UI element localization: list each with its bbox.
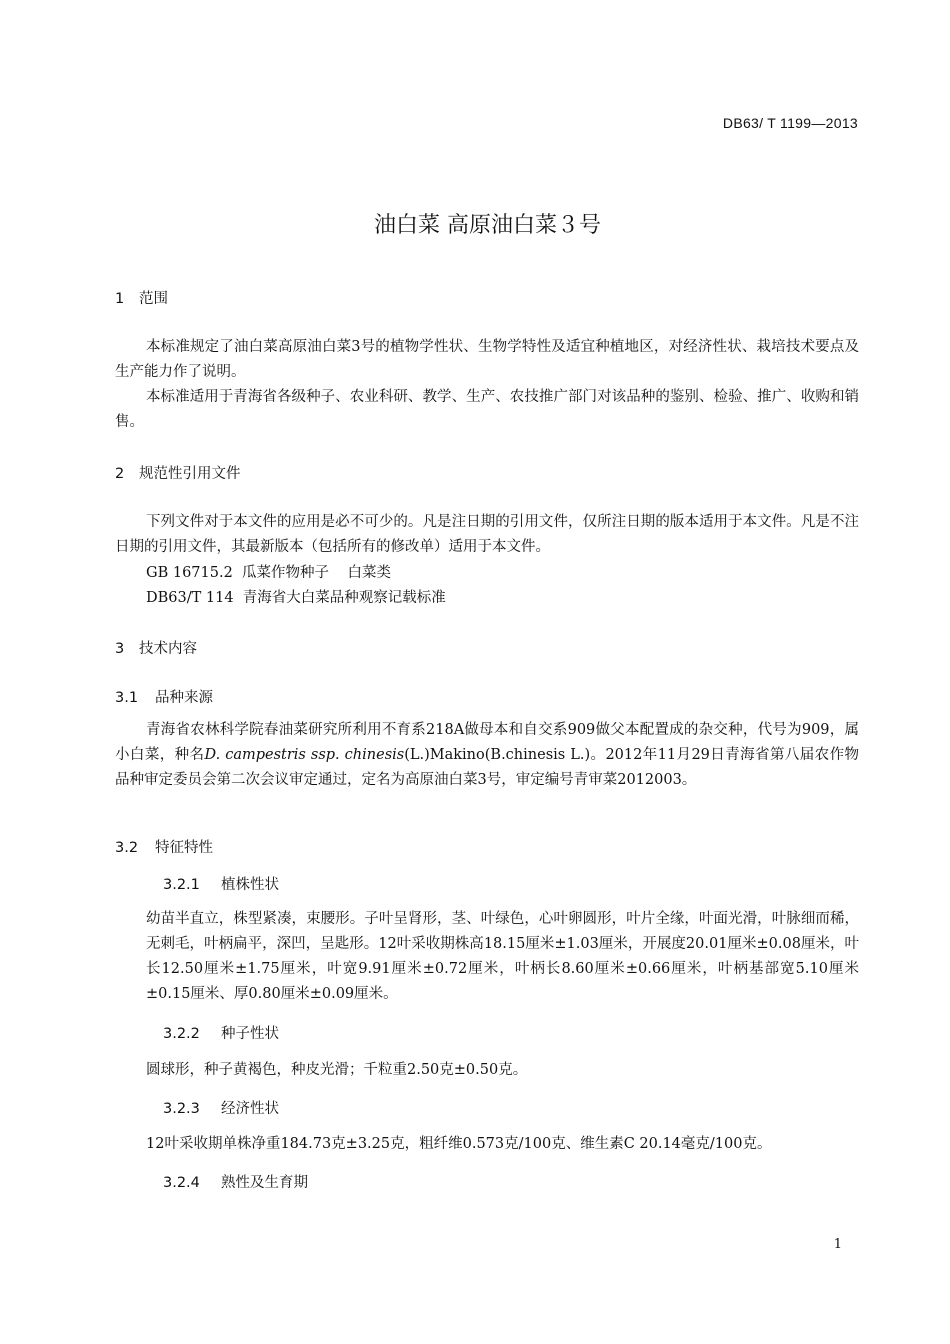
section-1-paragraph-2: 本标准适用于青海省各级种子、农业科研、教学、生产、农技推广部门对该品种的鉴别、检验、推广、收购和销售。 bbox=[115, 389, 859, 430]
clause-3-2-2-heading bbox=[163, 1022, 279, 1043]
section-title: 规范性引用文件 bbox=[139, 466, 241, 482]
subsection-title: 品种来源 bbox=[155, 690, 213, 706]
standard-code: DB63/ T 1199—2013 bbox=[722, 115, 858, 131]
paragraph-text: (L.)Makino(B.chinesis L.)。2012年11月29日青海省第八届农作物品种审定委员会第二次会议审定通过，定名为高原油白菜3号，审定编号青审菜2012003。 bbox=[115, 747, 859, 788]
section-1-paragraph-1: 本标准规定了油白菜高原油白菜3号的植物学性状、生物学特性及适宜种植地区，对经济性状、栽培技术要点及生产能力作了说明。 bbox=[115, 339, 859, 380]
section-1-heading bbox=[115, 287, 168, 308]
clause-title: 植株性状 bbox=[221, 877, 279, 893]
section-number: 2 bbox=[115, 466, 125, 482]
clause-number: 3.2.4 bbox=[163, 1175, 200, 1191]
section-title: 范围 bbox=[139, 291, 168, 307]
subsection-3-1-paragraph bbox=[115, 718, 859, 793]
subsection-number: 3.2 bbox=[115, 840, 139, 856]
clause-title: 熟性及生育期 bbox=[221, 1175, 308, 1191]
section-2-paragraph: 下列文件对于本文件的应用是必不可少的。凡是注日期的引用文件，仅所注日期的版本适用于本文件。凡是不注日期的引用文件，其最新版本（包括所有的修改单）适用于本文件。 bbox=[115, 514, 859, 555]
section-3-heading bbox=[115, 637, 197, 658]
subsection-3-2-heading bbox=[115, 836, 213, 857]
section-number: 1 bbox=[115, 291, 125, 307]
latin-species-name: D. campestris ssp. chinesis bbox=[204, 747, 405, 763]
subsection-3-1-heading bbox=[115, 686, 213, 707]
subsection-title: 特征特性 bbox=[155, 840, 213, 856]
clause-3-2-3-heading bbox=[163, 1097, 279, 1118]
clause-title: 经济性状 bbox=[221, 1101, 279, 1117]
subsection-number: 3.1 bbox=[115, 690, 139, 706]
reference-item: DB63/T 114 青海省大白菜品种观察记载标准 bbox=[146, 590, 446, 606]
clause-3-2-4-heading bbox=[163, 1171, 308, 1192]
section-number: 3 bbox=[115, 641, 125, 657]
clause-3-2-3-paragraph: 12叶采收期单株净重184.73克±3.25克，粗纤维0.573克/100克、维生素C 20.14毫克/100克。 bbox=[146, 1136, 772, 1152]
section-title: 技术内容 bbox=[139, 641, 197, 657]
clause-number: 3.2.2 bbox=[163, 1026, 200, 1042]
paragraph-text: 青海省农林科学院春油菜研究所利用不育系218A做母本和自交系909做父本配置成的杂交种，代号为909，属小白菜，种名 bbox=[115, 722, 859, 763]
clause-3-2-2-paragraph: 圆球形，种子黄褐色，种皮光滑；千粒重2.50克±0.50克。 bbox=[146, 1062, 528, 1078]
section-2-heading bbox=[115, 462, 241, 483]
clause-title: 种子性状 bbox=[221, 1026, 279, 1042]
page-number: 1 bbox=[833, 1237, 842, 1252]
reference-item: GB 16715.2 瓜菜作物种子 白菜类 bbox=[146, 565, 391, 581]
clause-number: 3.2.1 bbox=[163, 877, 200, 893]
clause-3-2-1-heading bbox=[163, 873, 279, 894]
clause-number: 3.2.3 bbox=[163, 1101, 200, 1117]
document-title: 油白菜 高原油白菜３号 bbox=[374, 213, 601, 238]
clause-3-2-1-paragraph: 幼苗半直立，株型紧凑，束腰形。子叶呈肾形，茎、叶绿色，心叶卵圆形，叶片全缘，叶面光滑，叶脉细而稀，无刺毛，叶柄扁平，深凹，呈匙形。12叶采收期株高18.15厘米±1.03厘米，开展度20.01厘米±0.08厘米，叶长12.50厘米±1.75厘米，叶宽9.91厘米±0.72厘米，叶柄长8.60厘米±0.66厘米，叶柄基部宽5.10厘米±0.15厘米、厚0.80厘米±0.09厘米。 bbox=[146, 911, 859, 1002]
